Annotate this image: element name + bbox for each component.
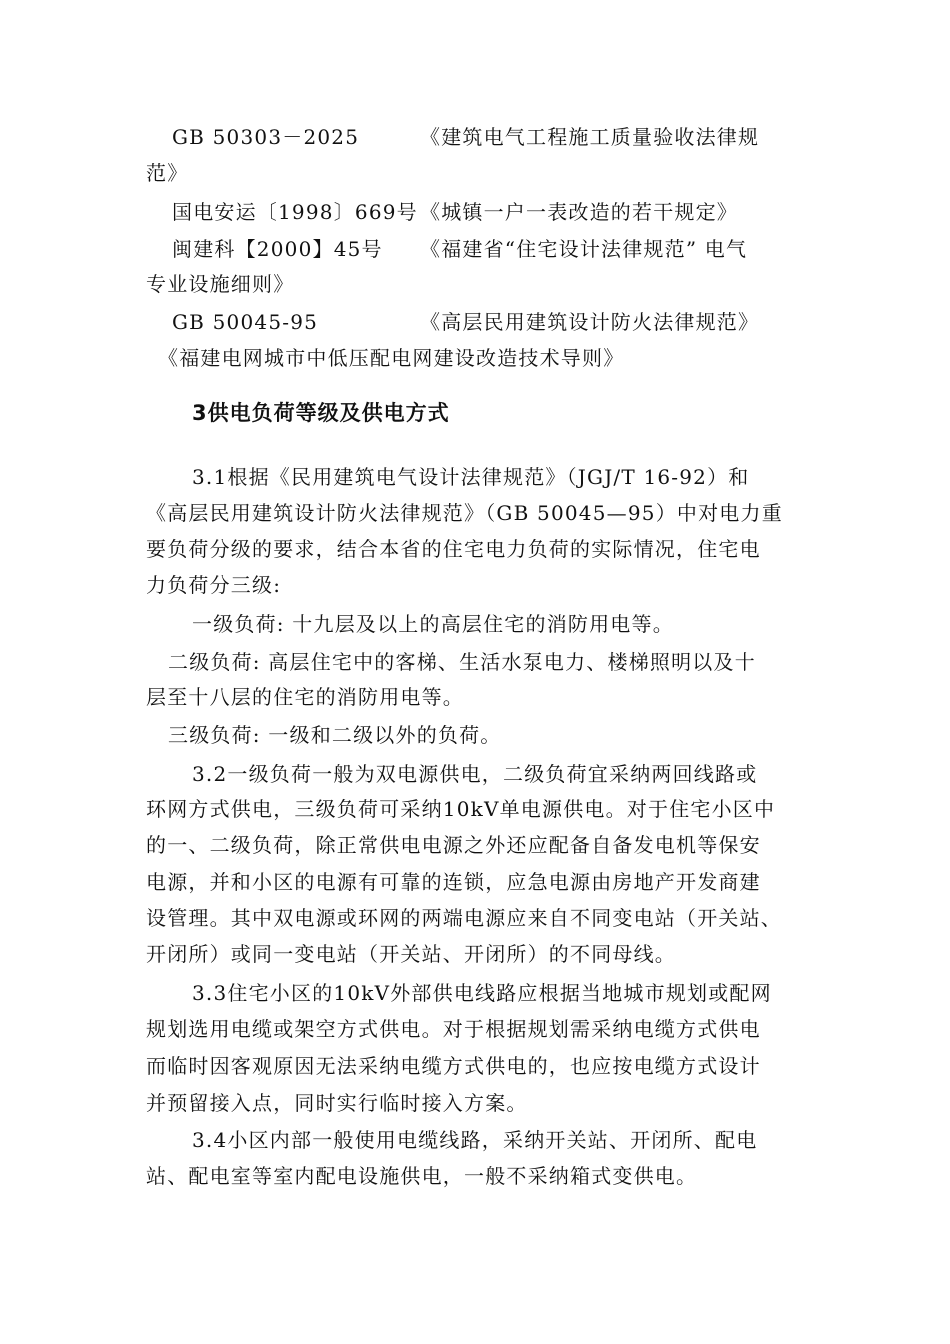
- paragraph-line: 开闭所）或同一变电站（开关站、开闭所）的不同母线。: [146, 942, 676, 966]
- paragraph-line: 的一、二级负荷，除正常供电电源之外还应配备自备发电机等保安: [146, 833, 761, 857]
- paragraph-line: 设管理。其中双电源或环网的两端电源应来自不同变电站（开关站、: [146, 906, 782, 930]
- paragraph-line: 电源，并和小区的电源有可靠的连锁，应急电源由房地产开发商建: [146, 870, 761, 894]
- reference-title: 《福建省“住宅设计法律规范” 电气: [420, 237, 748, 261]
- paragraph-line: 3.2一级负荷一般为双电源供电，二级负荷宜采纳两回线路或: [192, 762, 758, 786]
- paragraph-line: 力负荷分三级:: [146, 573, 282, 597]
- reference-code: 国电安运〔1998〕669号: [172, 200, 418, 224]
- reference-title: 《建筑电气工程施工质量验收法律规: [420, 125, 760, 149]
- paragraph-line: 而临时因客观原因无法采纳电缆方式供电的，也应按电缆方式设计: [146, 1054, 761, 1078]
- reference-code: GB 50045-95: [172, 310, 319, 334]
- paragraph-line: 3.1根据《民用建筑电气设计法律规范》（JGJ/T 16-92）和: [192, 465, 750, 489]
- reference-code: 闽建科【2000】45号: [172, 237, 383, 261]
- load-level-3: 三级负荷: 一级和二级以外的负荷。: [168, 723, 502, 747]
- paragraph-line: 3.3住宅小区的10kV外部供电线路应根据当地城市规划或配网: [192, 981, 772, 1005]
- paragraph-line: 要负荷分级的要求，结合本省的住宅电力负荷的实际情况，住宅电: [146, 537, 761, 561]
- load-level-1: 一级负荷: 十九层及以上的高层住宅的消防用电等。: [192, 612, 674, 636]
- paragraph-line: 规划选用电缆或架空方式供电。对于根据规划需采纳电缆方式供电: [146, 1017, 761, 1041]
- reference-title: 《城镇一户一表改造的若干规定》: [420, 200, 738, 224]
- paragraph-line: 层至十八层的住宅的消防用电等。: [146, 685, 464, 709]
- reference-code: GB 50303－2025: [172, 125, 360, 149]
- section-heading: 3供电负荷等级及供电方式: [192, 401, 450, 425]
- paragraph-line: 《高层民用建筑设计防火法律规范》（GB 50045—95）中对电力重: [146, 501, 783, 525]
- paragraph-line: 3.4小区内部一般使用电缆线路，采纳开关站、开闭所、配电: [192, 1128, 758, 1152]
- reference-title: 《高层民用建筑设计防火法律规范》: [420, 310, 760, 334]
- paragraph-line: 环网方式供电，三级负荷可采纳10kV单电源供电。对于住宅小区中: [146, 797, 776, 821]
- reference-title: 《福建电网城市中低压配电网建设改造技术导则》: [158, 346, 625, 370]
- reference-title-continued: 范》: [146, 161, 189, 185]
- paragraph-line: 并预留接入点，同时实行临时接入方案。: [146, 1091, 528, 1115]
- reference-title-continued: 专业设施细则》: [146, 272, 295, 296]
- paragraph-line: 站、配电室等室内配电设施供电，一般不采纳箱式变供电。: [146, 1164, 698, 1188]
- paragraph-line: 二级负荷: 高层住宅中的客梯、生活水泵电力、楼梯照明以及十: [168, 650, 756, 674]
